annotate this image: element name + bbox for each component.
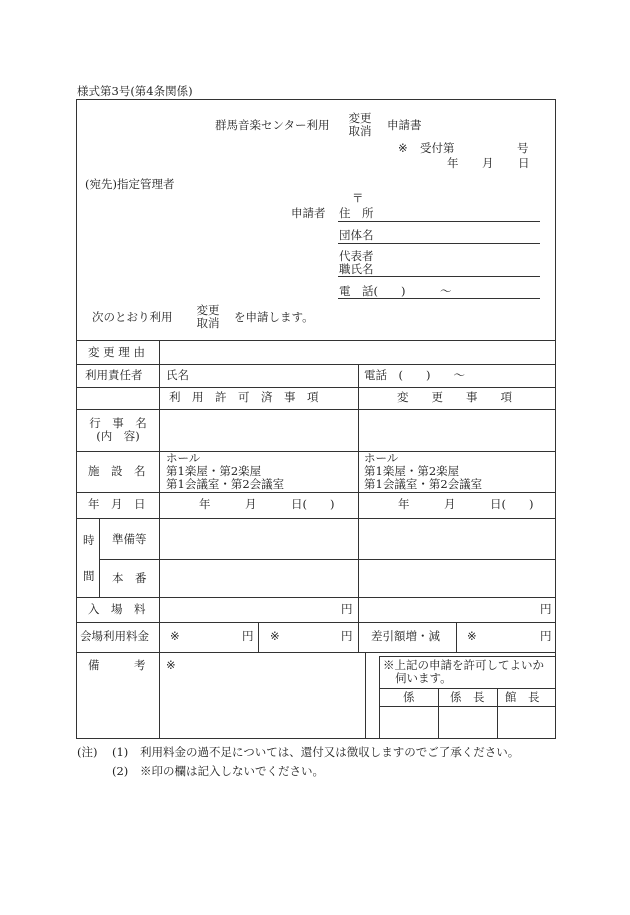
middle-column-rule (358, 364, 359, 652)
venue-fee-yen-2: 円 (341, 629, 353, 643)
facility-right-dressing[interactable]: 第1楽屋・第2楽屋 (364, 464, 460, 478)
time-label-top: 時 (83, 533, 95, 547)
facility-left-dressing[interactable]: 第1楽屋・第2楽屋 (166, 464, 262, 478)
responsible-phone-label[interactable]: 電話 ( ) 〜 (364, 368, 465, 382)
receipt-year: 年 (447, 156, 459, 170)
phone-underline (338, 298, 540, 299)
difference-mark: ※ (467, 629, 477, 643)
note-1-text: 利用料金の過不足については、還付又は徴収しますのでご了承ください。 (140, 745, 520, 759)
change-reason-label: 変 更 理 由 (88, 345, 145, 359)
title-options (347, 112, 373, 138)
approval-col-rule-2 (497, 688, 498, 739)
permitted-header: 利 用 許 可 済 事 項 (169, 390, 319, 404)
organization-underline (338, 243, 540, 244)
prep-label: 準備等 (112, 532, 147, 546)
rule-after-time (76, 597, 556, 598)
facility-left-hall[interactable]: ホール (166, 451, 201, 465)
approval-mid-rule (379, 688, 556, 689)
responsible-label: 利用責任者 (85, 368, 143, 382)
receipt-month: 月 (482, 156, 494, 170)
responsible-name-label[interactable]: 氏名 (166, 368, 189, 382)
facility-left-options (166, 452, 284, 491)
approval-col-chief: 係 長 (450, 690, 485, 704)
change-header: 変 更 事 項 (397, 390, 512, 404)
note-2-number: (2) (112, 764, 129, 778)
venue-fee-yen-1: 円 (242, 629, 254, 643)
facility-right-options (364, 452, 482, 491)
request-options (195, 304, 221, 330)
organization-label[interactable]: 団体名 (339, 228, 374, 242)
rule-after-responsible (76, 387, 556, 388)
remarks-label: 備 考 (88, 658, 146, 672)
approval-col-rule-1 (438, 688, 439, 739)
rule-after-date (76, 518, 556, 519)
time-label-bottom: 間 (83, 569, 95, 583)
title-suffix: 申請書 (387, 118, 422, 132)
applicant-label: 申請者 (291, 206, 326, 220)
facility-left-meeting[interactable]: 第1会議室・第2会議室 (166, 477, 285, 491)
approval-col-staff: 係 (403, 690, 415, 704)
event-label (84, 417, 152, 443)
venue-fee-mark-2: ※ (270, 629, 280, 643)
rule-after-prep (99, 559, 556, 560)
addressee: (宛先)指定管理者 (85, 177, 175, 191)
date-label: 年 月 日 (88, 497, 146, 511)
date-right[interactable]: 年 月 日( ) (398, 497, 534, 511)
rule-after-headers (76, 409, 556, 410)
event-label-line1: 行 事 名 (89, 416, 147, 430)
receipt-number-suffix: 号 (517, 141, 529, 155)
receipt-mark: ※ (398, 141, 408, 155)
label-column-rule (159, 340, 160, 739)
admission-label: 入 場 料 (88, 602, 146, 616)
approval-note-line2: 伺います。 (395, 671, 452, 685)
approval-top-rule (379, 656, 556, 657)
notes-prefix: (注) (77, 745, 98, 759)
admission-yen-right: 円 (540, 602, 552, 616)
form-number: 様式第3号(第4条関係) (77, 84, 193, 98)
difference-yen: 円 (540, 629, 552, 643)
approval-left-rule (379, 656, 380, 739)
representative-line1: 代表者 (339, 249, 374, 263)
approval-note-line1: ※上記の申請を許可してよいか (383, 658, 544, 672)
rule-after-reason (76, 364, 556, 365)
remarks-right-rule (365, 652, 366, 739)
address-label[interactable]: 住 所 (339, 206, 374, 220)
fee-split-rule (258, 622, 259, 652)
representative-underline (338, 276, 540, 277)
request-suffix: を申請します。 (234, 310, 314, 324)
address-underline (338, 221, 540, 222)
rule-after-admission (76, 622, 556, 623)
approval-col-director: 館 長 (505, 690, 540, 704)
facility-right-meeting[interactable]: 第1会議室・第2会議室 (364, 477, 483, 491)
representative-label[interactable] (339, 250, 374, 276)
request-prefix: 次のとおり利用 (92, 310, 173, 324)
remarks-mark: ※ (166, 658, 176, 672)
approval-note (383, 659, 544, 685)
receipt-label: 受付第 (420, 141, 455, 155)
rule-after-facility (76, 492, 556, 493)
table-top-rule (76, 340, 556, 341)
note-1-number: (1) (112, 745, 129, 759)
date-left[interactable]: 年 月 日( ) (199, 497, 335, 511)
facility-right-hall[interactable]: ホール (364, 451, 399, 465)
phone-label[interactable]: 電 話( ) 〜 (339, 284, 452, 298)
approval-head-rule (379, 706, 556, 707)
request-option-cancel[interactable]: 取消 (196, 316, 220, 330)
admission-yen-left: 円 (341, 602, 353, 616)
title-option-cancel[interactable]: 取消 (348, 124, 372, 138)
venue-fee-mark-1: ※ (170, 629, 180, 643)
postal-mark: 〒 (352, 191, 364, 205)
difference-label: 差引額増・減 (371, 629, 440, 643)
main-performance-label: 本 番 (112, 571, 147, 585)
venue-fee-label: 会場利用料金 (80, 629, 149, 643)
event-label-line2: (内 容) (96, 429, 140, 443)
title-main: 群馬音楽センター利用 (215, 118, 330, 132)
rule-after-event (76, 451, 556, 452)
rule-after-fee (76, 652, 556, 653)
representative-line2: 職氏名 (339, 262, 374, 276)
diff-split-rule (456, 622, 457, 652)
time-subcolumn-rule (99, 518, 100, 597)
note-2-text: ※印の欄は記入しないでください。 (140, 764, 324, 778)
request-option-change[interactable]: 変更 (196, 303, 220, 317)
title-option-change[interactable]: 変更 (348, 111, 372, 125)
receipt-day: 日 (518, 156, 530, 170)
facility-label: 施 設 名 (88, 464, 146, 478)
